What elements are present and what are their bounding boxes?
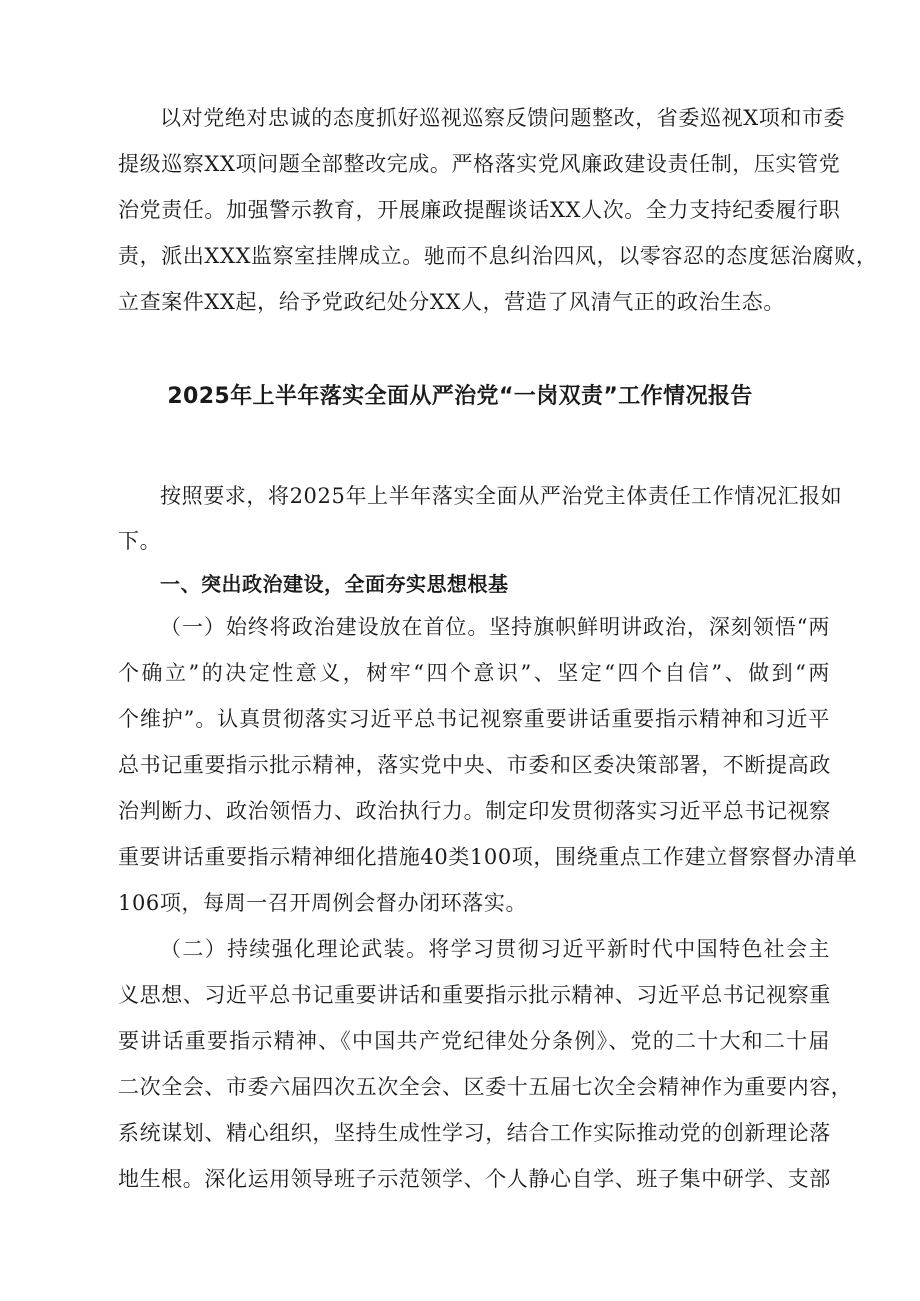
paragraph-line: 治党责任。加强警示教育，开展廉政提醒谈话XX人次。全力支持纪委履行职	[118, 198, 841, 222]
paragraph-line: 按照要求，将2025年上半年落实全面从严治党主体责任工作情况汇报如	[160, 484, 843, 508]
paragraph-line: 个确立”的决定性意义，树牢“四个意识”、坚定“四个自信”、做到“两	[118, 661, 830, 685]
paragraph-line: （二）持续强化理论武装。将学习贯彻习近平新时代中国特色社会主	[160, 937, 830, 961]
paragraph-line: 要讲话重要指示精神、《中国共产党纪律处分条例》、党的二十大和二十届	[118, 1029, 830, 1053]
paragraph-line: 总书记重要指示批示精神，落实党中央、市委和区委决策部署，不断提高政	[118, 753, 831, 777]
paragraph-line: 重要讲话重要指示精神细化措施40类100项，围绕重点工作建立督察督办清单	[118, 845, 858, 869]
report-title: 2025年上半年落实全面从严治党“一岗双责”工作情况报告	[167, 384, 753, 409]
paragraph-line: 地生根。深化运用领导班子示范领学、个人静心自学、班子集中研学、支部	[118, 1167, 831, 1191]
paragraph-line: 系统谋划、精心组织，坚持生成性学习，结合工作实际推动党的创新理论落	[118, 1121, 831, 1145]
paragraph-line: 义思想、习近平总书记重要讲话和重要指示批示精神、习近平总书记视察重	[118, 983, 831, 1007]
paragraph-line: 二次全会、市委六届四次五次全会、区委十五届七次全会精神作为重要内容，	[118, 1075, 853, 1099]
paragraph-line: 以对党绝对忠诚的态度抓好巡视巡察反馈问题整改，省委巡视X项和市委	[160, 106, 846, 130]
paragraph-line: 106项，每周一召开周例会督办闭环落实。	[118, 891, 528, 915]
paragraph-line: 提级巡察XX项问题全部整改完成。严格落实党风廉政建设责任制，压实管党	[118, 152, 841, 176]
paragraph-line: 立查案件XX起，给予党政纪处分XX人，营造了风清气正的政治生态。	[118, 290, 785, 314]
paragraph-line: 责，派出XXX监察室挂牌成立。驰而不息纠治四风，以零容忍的态度惩治腐败，	[118, 244, 878, 268]
paragraph-line: 下。	[118, 529, 162, 553]
paragraph-line: （一）始终将政治建设放在首位。坚持旗帜鲜明讲政治，深刻领悟“两	[160, 615, 830, 639]
paragraph-line: 治判断力、政治领悟力、政治执行力。制定印发贯彻落实习近平总书记视察	[118, 799, 831, 823]
section-heading: 一、突出政治建设，全面夯实思想根基	[160, 572, 509, 596]
paragraph-line: 个维护”。认真贯彻落实习近平总书记视察重要讲话重要指示精神和习近平	[118, 707, 830, 731]
